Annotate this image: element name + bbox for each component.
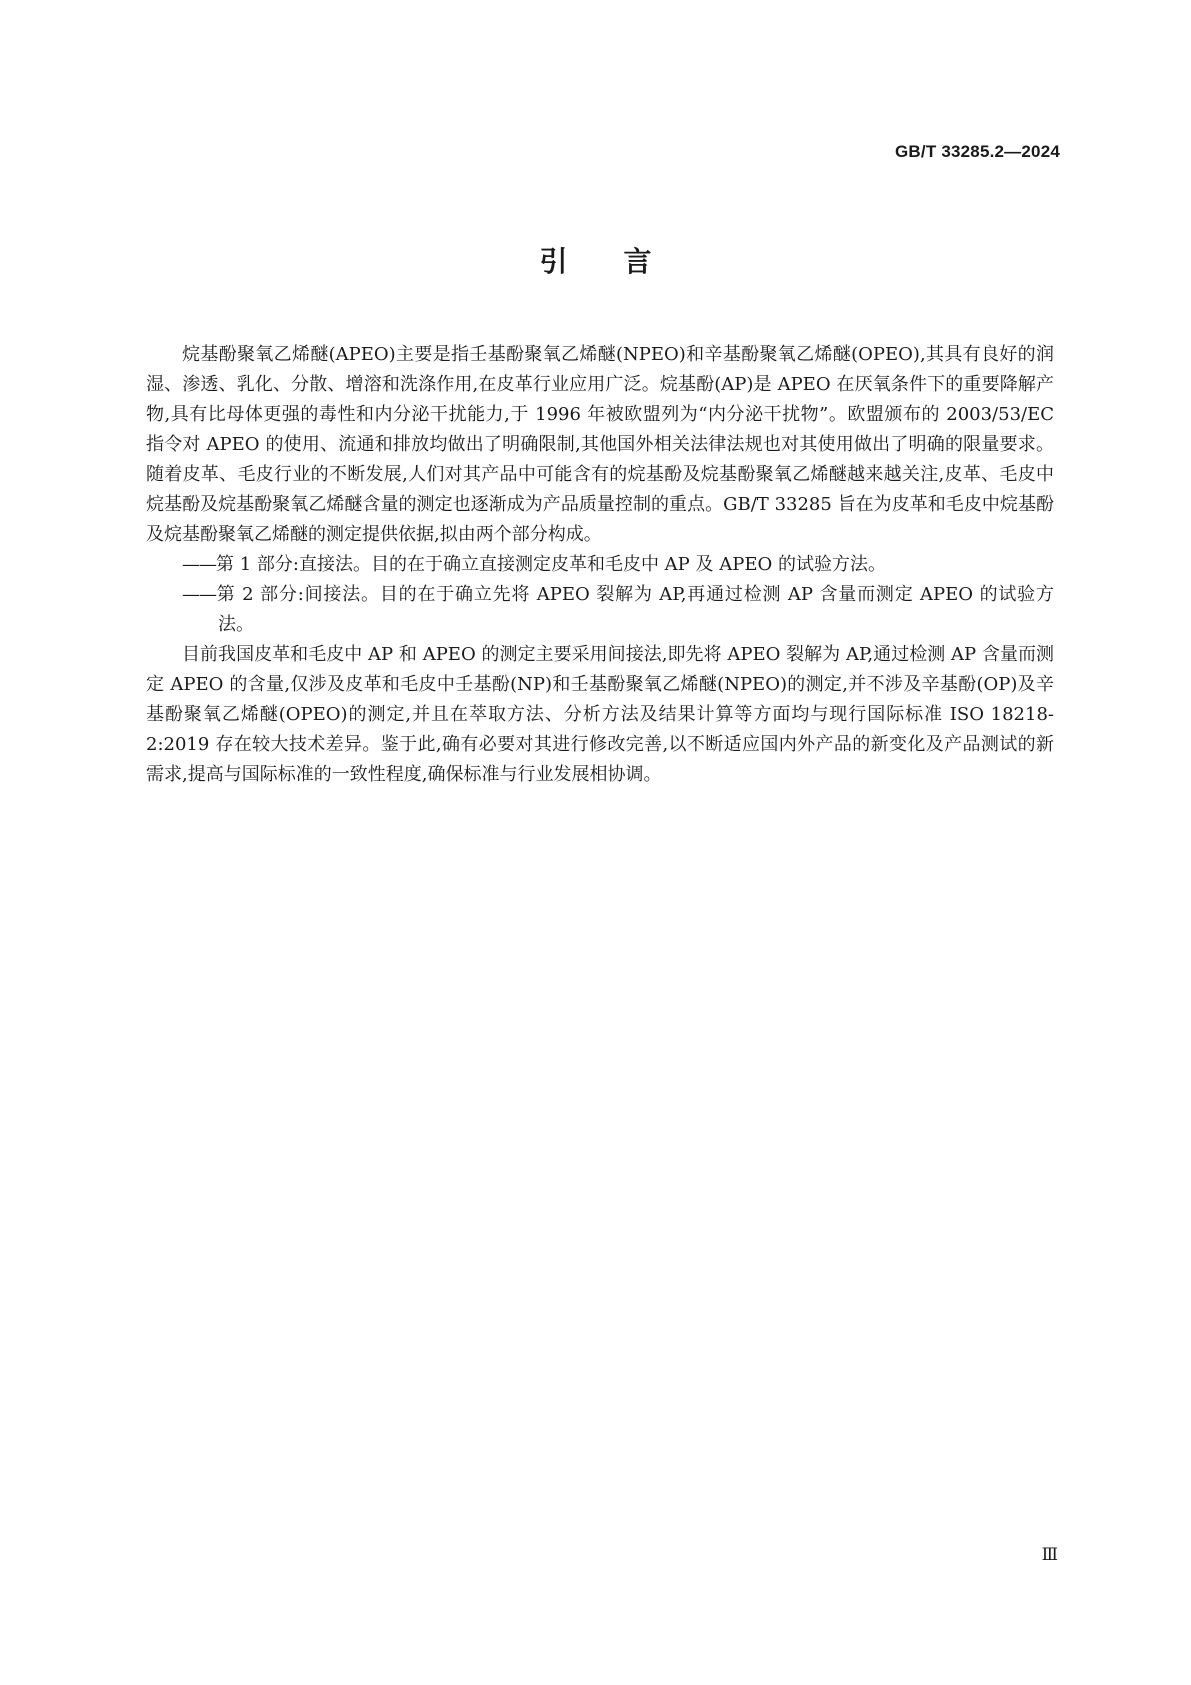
- standard-number: GB/T 33285.2—2024: [895, 142, 1060, 161]
- introduction-body: [146, 340, 1054, 790]
- list-item-text: 第 2 部分:间接法。目的在于确立先将 APEO 裂解为 AP,再通过检测 AP 含量而测定 APEO 的试验方法。: [216, 584, 1054, 635]
- list-item-part-1: [146, 550, 1054, 580]
- list-dash: ——: [182, 554, 216, 575]
- intro-paragraph: 烷基酚聚氧乙烯醚(APEO)主要是指壬基酚聚氧乙烯醚(NPEO)和辛基酚聚氧乙烯醚(OPEO),其具有良好的润湿、渗透、乳化、分散、增溶和洗涤作用,在皮革行业应用广泛。烷基酚(AP)是 APEO 在厌氧条件下的重要降解产物,具有比母体更强的毒性和内分泌干扰能力,于 1996 年被欧盟列为“内分泌干扰物”。欧盟颁布的 2003/53/EC 指令对 APEO 的使用、流通和排放均做出了明确限制,其他国外相关法律法规也对其使用做出了明确的限量要求。随着皮革、毛皮行业的不断发展,人们对其产品中可能含有的烷基酚及烷基酚聚氧乙烯醚越来越关注,皮革、毛皮中烷基酚及烷基酚聚氧乙烯醚含量的测定也逐渐成为产品质量控制的重点。GB/T 33285 旨在为皮革和毛皮中烷基酚及烷基酚聚氧乙烯醚的测定提供依据,拟由两个部分构成。: [146, 344, 1054, 545]
- list-item-text: 第 1 部分:直接法。目的在于确立直接测定皮革和毛皮中 AP 及 APEO 的试验方法。: [216, 554, 886, 575]
- list-dash: ——: [182, 584, 216, 605]
- page-number: Ⅲ: [1041, 1545, 1058, 1564]
- closing-paragraph: 目前我国皮革和毛皮中 AP 和 APEO 的测定主要采用间接法,即先将 APEO 裂解为 AP,通过检测 AP 含量而测定 APEO 的含量,仅涉及皮革和毛皮中壬基酚(NP)和壬基酚聚氧乙烯醚(NPEO)的测定,并不涉及辛基酚(OP)及辛基酚聚氧乙烯醚(OPEO)的测定,并且在萃取方法、分析方法及结果计算等方面均与现行国际标准 ISO 18218-2:2019 存在较大技术差异。鉴于此,确有必要对其进行修改完善,以不断适应国内外产品的新变化及产品测试的新需求,提高与国际标准的一致性程度,确保标准与行业发展相协调。: [146, 644, 1054, 785]
- list-item-part-2: [146, 580, 1054, 640]
- page-title: 引言: [539, 245, 708, 278]
